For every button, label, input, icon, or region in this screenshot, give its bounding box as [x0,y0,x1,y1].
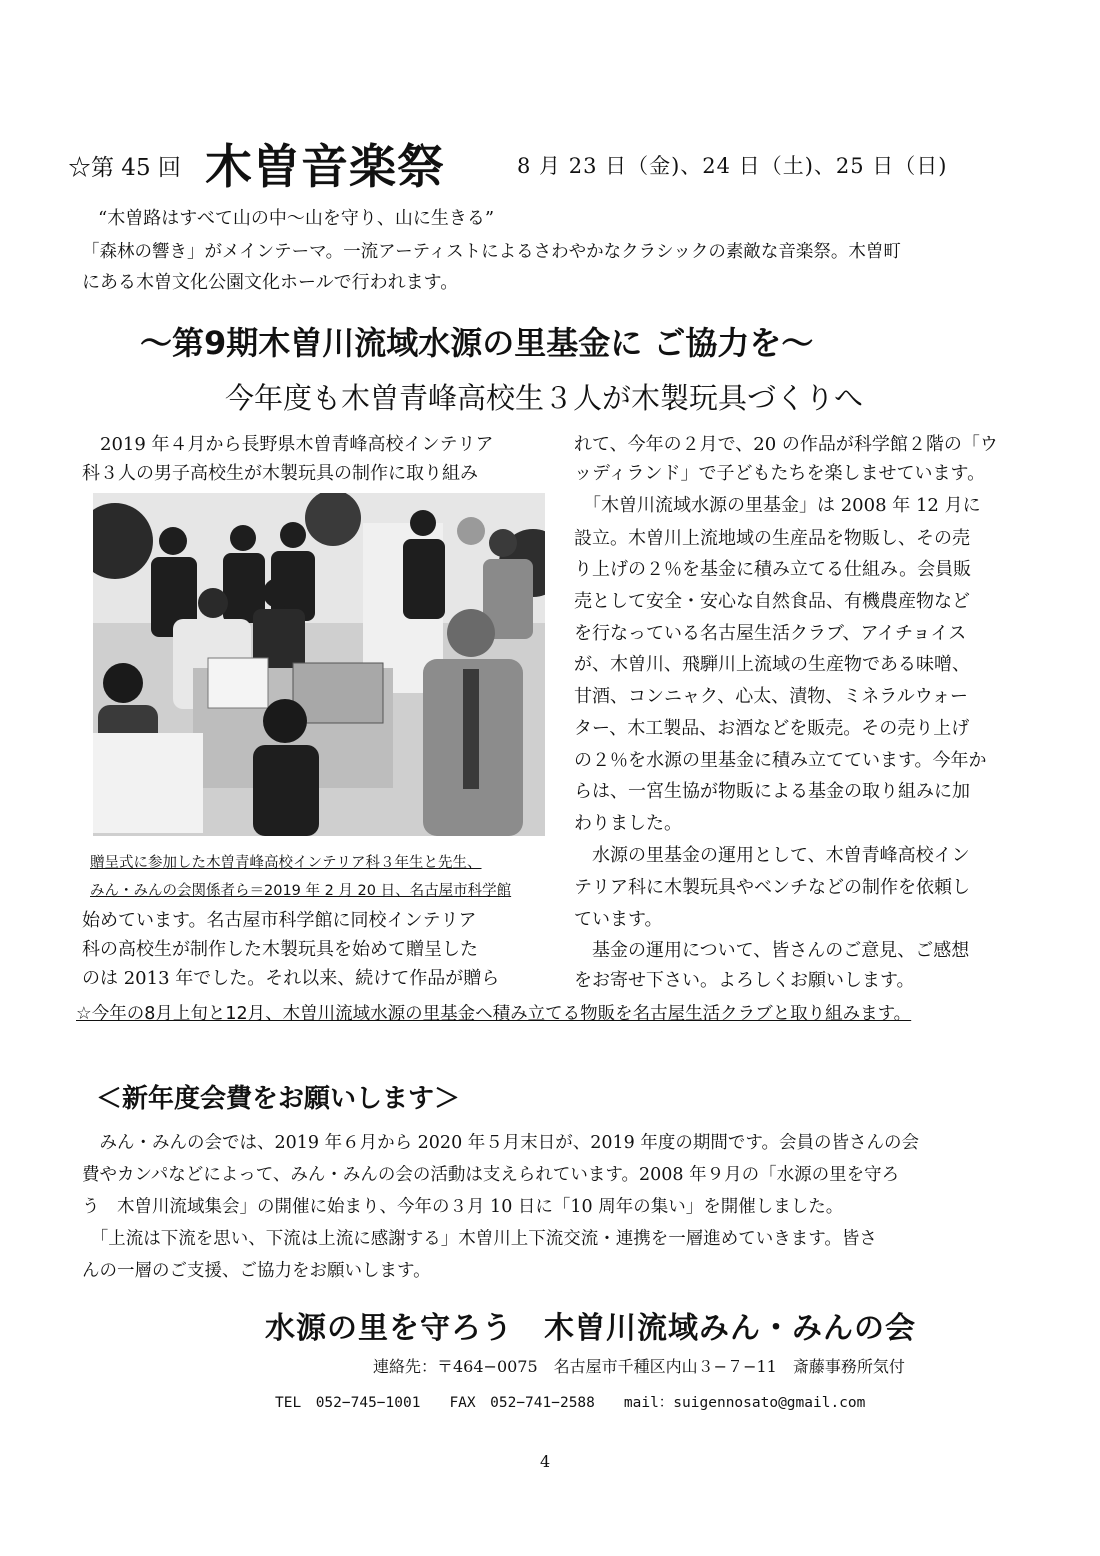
right-column-line: わりました。 [574,813,682,834]
contact-phone-fax-mail: TEL 052−745−1001 FAX 052−741−2588 mail：suigennosato@gmail.com [275,1395,866,1411]
left-column-line: 科の高校生が制作した木製玩具を始めて贈呈した [82,939,478,960]
right-column-line: の２％を水源の里基金に積み立てています。今年か [574,750,987,771]
right-column-line: をお寄せ下さい。よろしくお願いします。 [574,970,915,991]
festival-prefix: ☆第 45 回 [68,155,181,181]
fund-note: ☆今年の8月上旬と12月、木曽川流域水源の里基金へ積み立てる物販を名古屋生活クラブと取り組みます。 [76,1004,912,1024]
dues-heading: ＜新年度会費をお願いします＞ [96,1084,461,1114]
festival-line: 「森林の響き」がメインテーマ。一流アーティストによるさわやかなクラシックの素敵な音楽祭。木曽町 [82,242,901,262]
right-column-line: ています。 [574,909,663,930]
right-column-line: 甘酒、コンニャク、心太、漬物、ミネラルウォー [574,686,969,707]
right-column-line: が、木曽川、飛騨川上流域の生産物である味噌、 [574,654,970,675]
right-column-line: を行なっている名古屋生活クラブ、アイチョイス [574,623,967,644]
left-column-line: 科３人の男子高校生が木製玩具の制作に取り組み [82,463,478,484]
right-column-line: れて、今年の２月で、20 の作品が科学館２階の「ウ [574,434,998,455]
photo-caption-line: 贈呈式に参加した木曽青峰高校インテリア科３年生と先生、 [90,855,482,871]
festival-line: にある木曽文化公園文化ホールで行われます。 [82,272,459,293]
right-column-line: 水源の里基金の運用として、木曽青峰高校イン [574,845,970,866]
right-column-line: 基金の運用について、皆さんのご意見、ご感想 [574,940,970,961]
dues-line: う 木曽川流域集会」の開催に始まり、今年の３月 10 日に「10 周年の集い」を開催しました。 [82,1197,844,1217]
festival-title: 木曽音楽祭 [205,140,445,195]
left-column-line: 2019 年４月から長野県木曽青峰高校インテリア [82,434,494,455]
right-column-line: ッディランド」で子どもたちを楽しませています。 [574,463,986,484]
dues-line: んの一層のご支援、ご協力をお願いします。 [82,1261,431,1281]
right-column-line: 「木曽川流域水源の里基金」は 2008 年 12 月に [574,495,981,516]
dues-line: 費やカンパなどによって、みん・みんの会の活動は支えられています。2008 年９月の「水源の里を守ろ [82,1165,900,1185]
photo-illustration [93,493,545,836]
right-column-line: ター、木工製品、お酒などを販売。その売り上げ [574,718,970,739]
festival-line: “木曽路はすべて山の中〜山を守り、山に生きる” [98,208,495,229]
fund-heading: 〜第9期木曽川流域水源の里基金に ご協力を〜 [140,324,814,362]
group-photo [93,493,545,836]
right-column-line: 売として安全・安心な自然食品、有機農産物など [574,591,970,612]
organization-name: 水源の里を守ろう 木曽川流域みん・みんの会 [265,1311,916,1346]
fund-subheading: 今年度も木曽青峰高校生３人が木製玩具づくりへ [225,381,864,415]
dues-line: 「上流は下流を思い、下流は上流に感謝する」木曽川上下流交流・連携を一層進めていきます。皆さ [82,1229,877,1249]
festival-dates: 8 月 23 日（金)、24 日（土)、25 日（日) [517,154,948,178]
dues-line: みん・みんの会では、2019 年６月から 2020 年５月末日が、2019 年度の期間です。会員の皆さんの会 [82,1133,919,1153]
left-column-line: のは 2013 年でした。それ以来、続けて作品が贈ら [82,968,500,989]
page-number: 4 [540,1452,551,1471]
left-column-line: 始めています。名古屋市科学館に同校インテリア [82,910,477,931]
contact-address: 連絡先：〒464−0075 名古屋市千種区内山３−７−11 斎藤事務所気付 [373,1357,905,1376]
right-column-line: テリア科に木製玩具やベンチなどの制作を依頼し [574,877,970,898]
right-column-line: り上げの２％を基金に積み立てる仕組み。会員販 [574,559,972,580]
photo-caption-line: みん・みんの会関係者ら＝2019 年 2 月 20 日、名古屋市科学館 [90,883,512,899]
right-column-line: 設立。木曽川上流地域の生産品を物販し、その売 [574,528,970,549]
right-column-line: らは、一宮生協が物販による基金の取り組みに加 [574,781,970,802]
